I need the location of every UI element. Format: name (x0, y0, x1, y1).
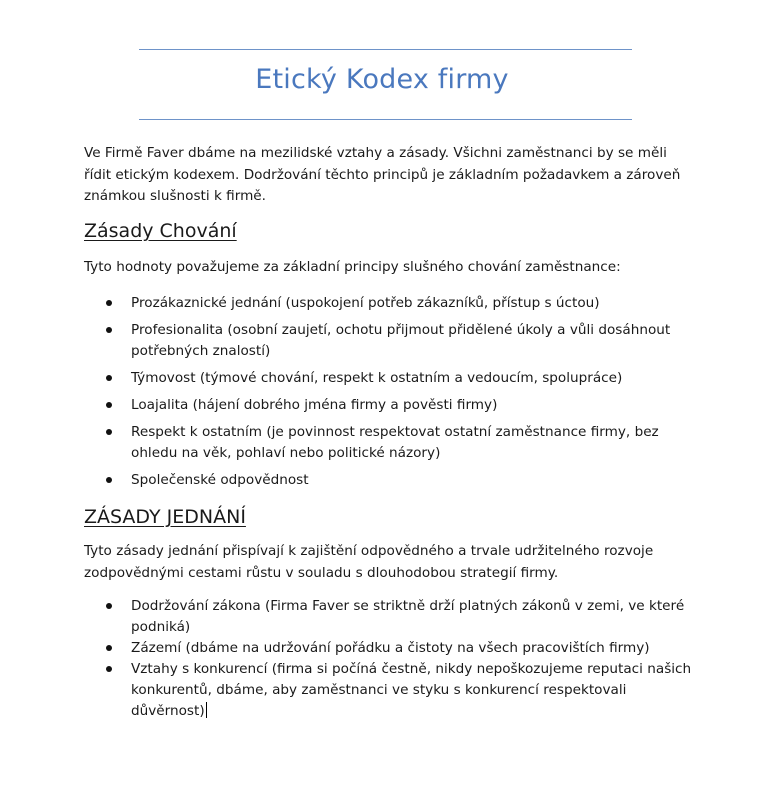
list-item[interactable]: Vztahy s konkurencí (firma si počíná čestně, nikdy nepoškozujeme reputaci našich konkurentů, dbáme, aby zaměstnanci ve styku s konkurencí respektovali důvěrnost) (84, 659, 694, 722)
document-title: Etický Kodex firmy (255, 64, 509, 95)
bullet-icon (106, 645, 112, 651)
section-lead-jednani: Tyto zásady jednání přispívají k zajištění odpovědného a trvale udržitelného rozvoje zodpovědnými cestami růstu v souladu s dlouhodobou strategií firmy. (84, 543, 654, 581)
bullet-icon (106, 402, 112, 408)
intro-paragraph: Ve Firmě Faver dbáme na mezilidské vztahy a zásady. Všichni zaměstnanci by se měli řídit etickým kodexem. Dodržování těchto principů je základním požadavkem a zároveň známkou slušnosti k firmě. (84, 145, 681, 204)
text-cursor (206, 702, 207, 718)
list-item: Respekt k ostatním (je povinnost respektovat ostatní zaměstnance firmy, bez ohledu na věk, pohlaví nebo politické názory) (84, 422, 694, 464)
section-heading-chovani: Zásady Chování (84, 220, 237, 242)
list-chovani (84, 293, 694, 497)
list-item: Týmovost (týmové chování, respekt k ostatním a vedoucím, spolupráce) (84, 368, 694, 389)
list-item: Profesionalita (osobní zaujetí, ochotu přijmout přidělené úkoly a vůli dosáhnout potřebných znalostí) (84, 320, 694, 362)
bullet-icon (106, 477, 112, 483)
title-rule-top (139, 49, 632, 50)
bullet-icon (106, 666, 112, 672)
list-item: Loajalita (hájení dobrého jména firmy a pověsti firmy) (84, 395, 694, 416)
list-item: Prozákaznické jednání (uspokojení potřeb zákazníků, přístup s úctou) (84, 293, 694, 314)
list-item: Zázemí (dbáme na udržování pořádku a čistoty na všech pracovištích firmy) (84, 638, 694, 659)
list-jednani (84, 596, 694, 722)
section-heading-jednani: ZÁSADY JEDNÁNÍ (84, 506, 246, 528)
list-item: Společenské odpovědnost (84, 470, 694, 491)
bullet-icon (106, 429, 112, 435)
bullet-icon (106, 327, 112, 333)
list-item: Dodržování zákona (Firma Faver se striktně drží platných zákonů v zemi, ve které podniká) (84, 596, 694, 638)
bullet-icon (106, 603, 112, 609)
section-lead-chovani: Tyto hodnoty považujeme za základní principy slušného chování zaměstnance: (84, 259, 621, 275)
bullet-icon (106, 375, 112, 381)
bullet-icon (106, 300, 112, 306)
title-rule-bottom (139, 119, 632, 120)
